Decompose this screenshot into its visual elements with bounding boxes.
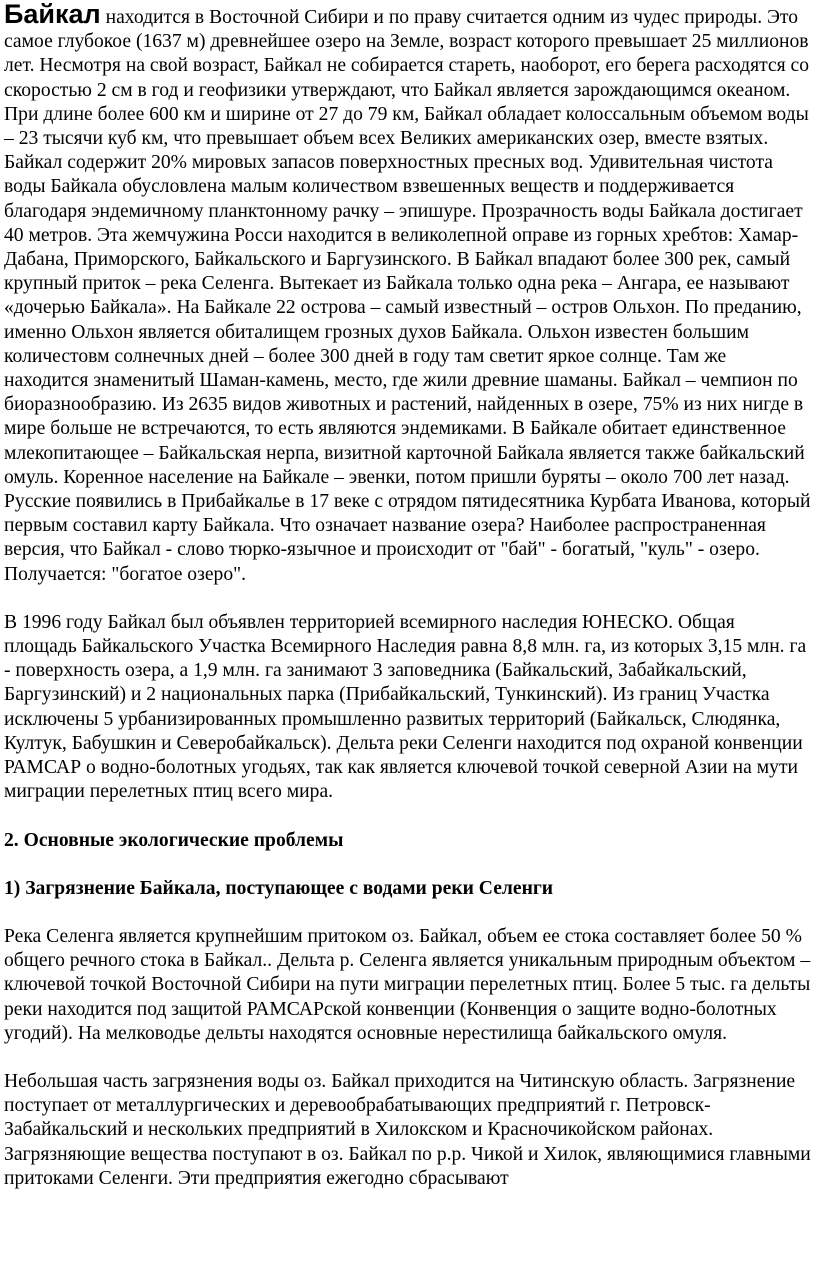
section-heading-ecological-problems: 2. Основные экологические проблемы <box>4 829 344 851</box>
paragraph-spacer <box>4 1046 812 1070</box>
paragraph-spacer <box>4 901 812 925</box>
paragraph-spacer <box>4 587 812 611</box>
selenga-paragraph: Река Селенга является крупнейшим притоком оз. Байкал, объем ее стока составляет более 50 % общего речного стока в Байкал.. Дельта р. Селенга является уникальным природным объектом – ключевой точкой Восточной Сибири на пути миграции перелетных птиц. Более 5 тыс. га дельты реки находится под защитой РАМСАРской конвенции (Конвенция о защите водно-болотных угодий). На мелководье дельты находятся основные нерестилища байкальского омуля. <box>4 925 811 1044</box>
chita-paragraph: Небольшая часть загрязнения воды оз. Байкал приходится на Читинскую область. Загрязнение поступает от металлургических и деревообрабатывающих предприятий г. Петровск-Забайкальский и нескольких предприятий в Хилокском и Красночикойском районах. Загрязняющие вещества поступают в оз. Байкал по р.р. Чикой и Хилок, являющимися главными притоками Селенги. Эти предприятия ежегодно сбрасывают <box>4 1070 811 1189</box>
paragraph-spacer <box>4 853 812 877</box>
intro-title: Байкал <box>4 0 101 29</box>
intro-paragraph <box>4 2 812 587</box>
unesco-paragraph: В 1996 году Байкал был объявлен территорией всемирного наследия ЮНЕСКО. Общая площадь Байкальского Участка Всемирного Наследия равна 8,8 млн. га, из которых 3,15 млн. га - поверхность озера, а 1,9 млн. га занимают 3 заповедника (Байкальский, Забайкальский, Баргузинский) и 2 национальных парка (Прибайкальский, Тункинский). Из границ Участка исключены 5 урбанизированных промышленно развитых территорий (Байкальск, Слюдянка, Култук, Бабушкин и Северобайкальск). Дельта реки Селенги находится под охраной конвенции РАМСАР о водно-болотных угодьях, так как является ключевой точкой северной Азии на мути миграции перелетных птиц всего мира. <box>4 611 807 803</box>
intro-text: находится в Восточной Сибири и по праву считается одним из чудес природы. Это самое глубокое (1637 м) древнейшее озеро на Земле, возраст которого превышает 25 миллионов лет. Несмотря на свой возраст, Байкал не собирается стареть, наоборот, его берега расходятся со скоростью 2 см в год и геофизики утверждают, что Байкал является зарождающимся океаном. При длине более 600 км и ширине от 27 до 79 км, Байкал обладает колоссальным объемом воды – 23 тысячи куб км, что превышает объем всех Великих американских озер, вместе взятых. Байкал содержит 20% мировых запасов поверхностных пресных вод. Удивительная чистота воды Байкала обусловлена малым количеством взвешенных веществ и поддерживается благодаря эндемичному планктонному рачку – эпишуре. Прозрачность воды Байкала достигает 40 метров. Эта жемчужина Росси находится в великолепной оправе из горных хребтов: Хамар-Дабана, Приморского, Байкальского и Баргузинского. В Байкал впадают более 300 рек, самый крупный приток – река Селенга. Вытекает из Байкала только одна река – Ангара, ее называют «дочерью Байкала». На Байкале 22 острова – самый известный – остров Ольхон. По преданию, именно Ольхон является обиталищем грозных духов Байкала. Ольхон известен большим количестовм солнечных дней – более 300 дней в году там светит яркое солнце. Там же находится знаменитый Шаман-камень, место, где жили древние шаманы. Байкал – чемпион по биоразнообразию. Из 2635 видов животных и растений, найденных в озере, 75% из них нигде в мире больше не встречаются, то есть являются эндемиками. В Байкале обитает единственное млекопитающее – Байкальская нерпа, визитной карточной Байкала является также байкальский омуль. Коренное население на Байкале – эвенки, потом пришли буряты – около 700 лет назад. Русские появились в Прибайкалье в 17 веке с отрядом пятидесятника Курбата Иванова, который первым составил карту Байкала. Что означает название озера? Наиболее распространенная версия, что Байкал - слово тюрко-язычное и происходит от "бай" - богатый, "куль" - озеро. Получается: "богатое озеро". <box>4 7 811 585</box>
paragraph-spacer <box>4 805 812 829</box>
subsection-heading-selenga-pollution: 1) Загрязнение Байкала, поступающее с водами реки Селенги <box>4 877 554 899</box>
